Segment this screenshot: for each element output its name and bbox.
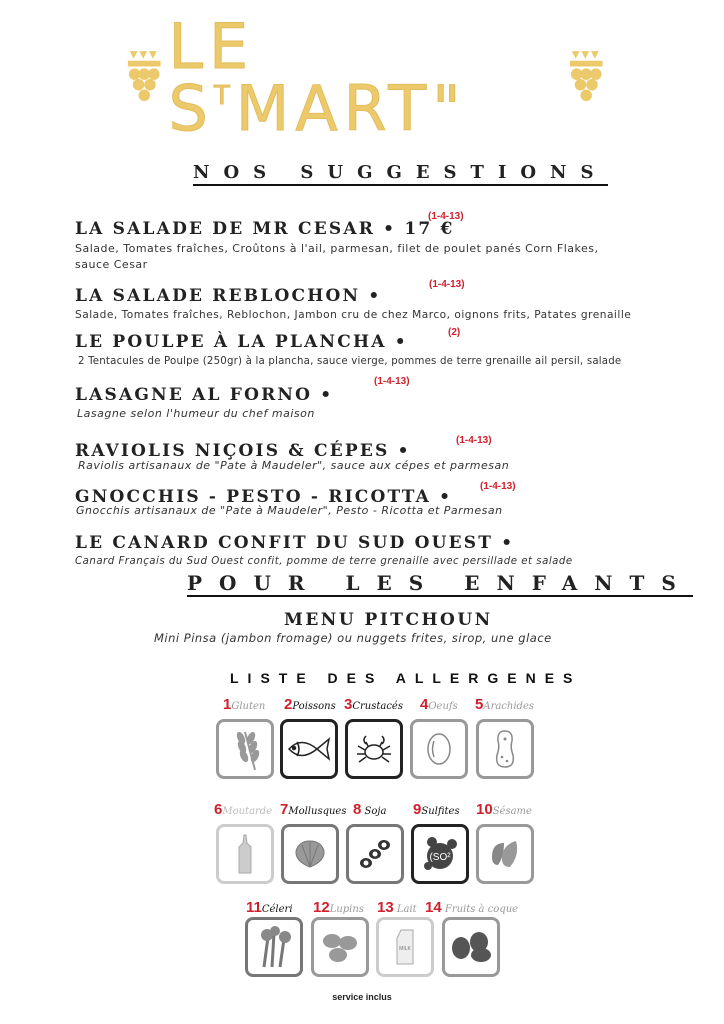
allergen-tile-sulfites	[411, 824, 469, 884]
service-note: service inclus	[332, 992, 392, 1002]
dish-description: 2 Tentacules de Poulpe (250gr) à la plancha, sauce vierge, pommes de terre grenaille ail persil, salade	[78, 356, 622, 367]
allergen-tile-arachides	[476, 719, 534, 779]
allergen-label: 11Céleri	[246, 899, 293, 916]
nuts-icon	[449, 930, 493, 964]
allergen-label: 4Oeufs	[420, 696, 458, 713]
soy-pod-icon	[357, 836, 393, 872]
egg-icon	[424, 731, 454, 767]
dish-description: Gnocchis artisanaux de "Pate à Maudeler", Pesto - Ricotta et Parmesan	[76, 504, 503, 517]
peanut-icon	[493, 729, 517, 769]
sesame-icon	[488, 837, 522, 871]
dish-description: Canard Français du Sud Ouest confit, pomme de terre grenaille avec persillade et salade	[75, 556, 573, 567]
dish-name: LASAGNE AL FORNO •	[75, 385, 334, 405]
dish-name: LA SALADE DE MR CESAR • 17 €	[75, 219, 455, 239]
allergen-tile-soja	[346, 824, 404, 884]
logo-text: LE $S^TMART$"	[168, 10, 467, 145]
dish-description: Salade, Tomates fraîches, Croûtons à l'ail, parmesan, filet de poulet panés Corn Flakes,	[75, 242, 599, 255]
allergen-label: 5Arachides	[475, 696, 534, 713]
dish-name: LE POULPE À LA PLANCHA •	[75, 332, 408, 352]
allergen-tile-moutarde	[216, 824, 274, 884]
section-title-allergens: LISTE DES ALLERGENES	[230, 670, 582, 686]
kids-menu-name: MENU PITCHOUN	[284, 610, 493, 630]
milk-carton-icon	[393, 928, 417, 966]
dish-name: GNOCCHIS - PESTO - RICOTTA •	[75, 487, 453, 507]
allergen-label: 9Sulfites	[413, 801, 460, 818]
grape-bunch-icon	[126, 46, 162, 110]
allergen-tile-gluten	[216, 719, 274, 779]
dish-description: Raviolis artisanaux de "Pate à Maudeler", sauce aux cépes et parmesan	[78, 459, 510, 472]
allergen-label: 7Mollusques	[280, 801, 347, 818]
dish-allergen-codes: (1-4-13)	[456, 435, 492, 446]
svg-text:MILK: MILK	[399, 946, 411, 952]
allergen-label: 8 Soja	[353, 801, 387, 818]
so2-icon	[420, 834, 460, 874]
allergen-label: 2Poissons	[284, 696, 336, 713]
allergen-label: 13 Lait	[377, 899, 417, 916]
dish-allergen-codes: (1-4-13)	[429, 279, 465, 290]
lupin-icon	[320, 929, 360, 965]
allergen-tile-lupins	[311, 917, 369, 977]
dish-allergen-codes: (1-4-13)	[374, 376, 410, 387]
celery-icon	[254, 925, 294, 969]
allergen-tile-lait	[376, 917, 434, 977]
allergen-label: 1Gluten	[223, 696, 266, 713]
allergen-tile-oeufs	[410, 719, 468, 779]
section-title-suggestions: NOS SUGGESTIONS	[193, 164, 608, 186]
allergen-tile-poissons	[280, 719, 338, 779]
allergen-tile-sesame	[476, 824, 534, 884]
dish-name: LA SALADE REBLOCHON •	[75, 286, 382, 306]
allergen-tile-fruits-a-coque	[442, 917, 500, 977]
kids-menu-description: Mini Pinsa (jambon fromage) ou nuggets frites, sirop, une glace	[154, 631, 552, 645]
allergen-label: 6Moutarde	[214, 801, 273, 818]
dish-allergen-codes: (1-4-13)	[428, 211, 464, 222]
allergen-label: 3Crustacés	[344, 696, 403, 713]
dish-allergen-codes: (1-4-13)	[480, 481, 516, 492]
dish-name: RAVIOLIS NIÇOIS & CÉPES •	[75, 441, 411, 461]
section-title-kids: POUR LES ENFANTS	[187, 571, 693, 595]
allergen-label: 12Lupins	[313, 899, 364, 916]
dish-description: Salade, Tomates fraîches, Reblochon, Jambon cru de chez Marco, oignons frits, Patates grenaille	[75, 309, 632, 321]
allergen-tile-celeri	[245, 917, 303, 977]
allergen-tile-mollusques	[281, 824, 339, 884]
allergen-label: 14 Fruits à coque	[425, 899, 519, 916]
fish-icon	[287, 734, 331, 764]
wheat-icon	[227, 726, 263, 772]
dish-allergen-codes: (2)	[448, 327, 461, 338]
mustard-bottle-icon	[236, 833, 254, 875]
allergen-label: 10Sésame	[476, 801, 532, 818]
dish-description: Lasagne selon l'humeur du chef maison	[77, 407, 315, 420]
crab-icon	[354, 732, 394, 766]
allergen-tile-crustaces	[345, 719, 403, 779]
dish-description: sauce Cesar	[75, 258, 148, 271]
grape-bunch-icon	[568, 46, 604, 110]
svg-text:(SO²: (SO²	[429, 852, 451, 863]
dish-name: LE CANARD CONFIT DU SUD OUEST •	[75, 533, 515, 553]
shell-icon	[293, 839, 327, 869]
restaurant-logo	[120, 10, 610, 145]
